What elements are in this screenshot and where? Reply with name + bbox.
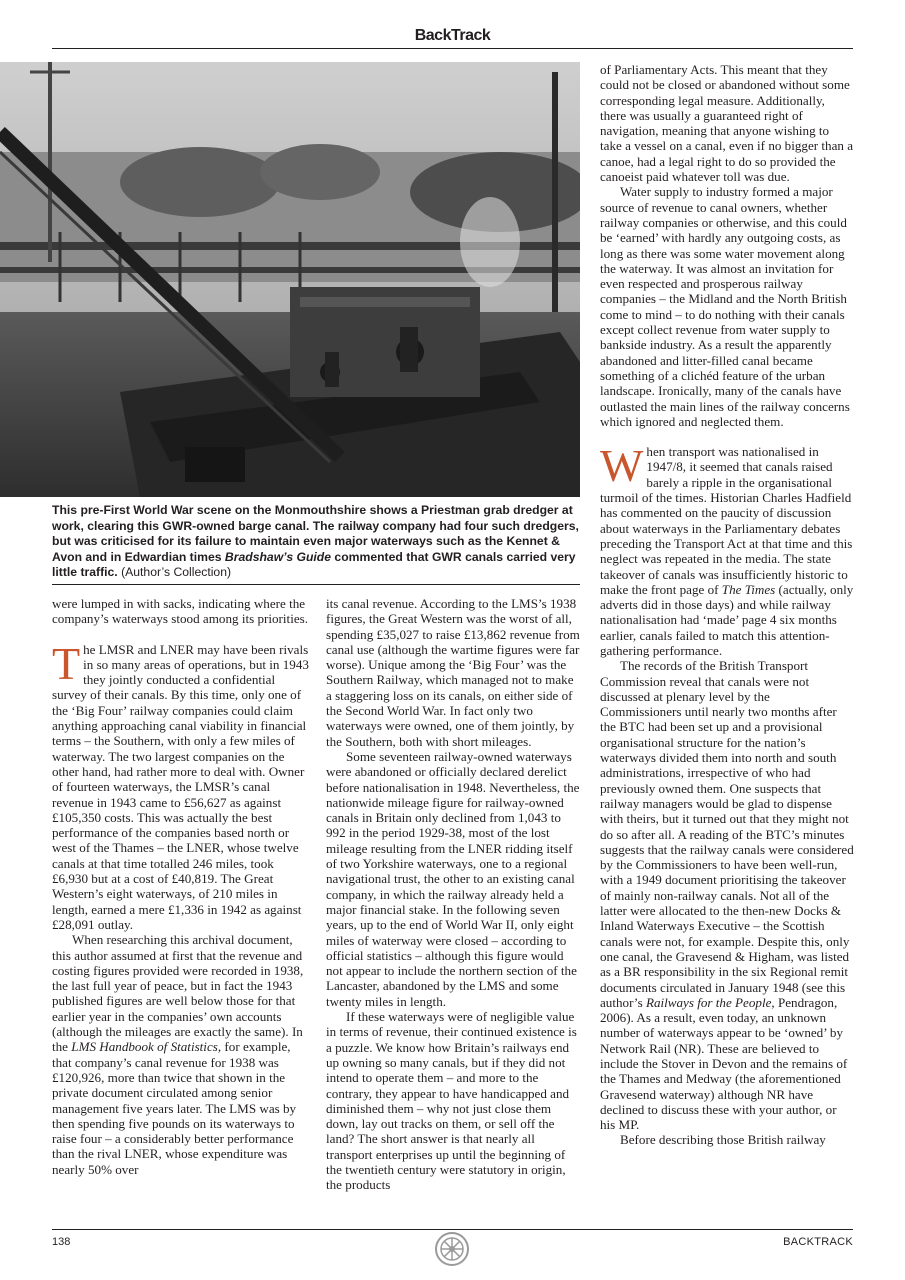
paragraph [600, 658, 854, 1132]
paragraph: If these waterways were of negligible value in terms of revenue, their continued existence is a puzzle. We know how Britain’s railways end up owning so many canals, but if they did not intend to operate them – and more to the contrary, they appear to have handicapped and diminished them – why not just close them down, lay out tracks on them, or sell off the land? The short answer is that nearly all transport enterprises up until the beginning of the twentieth century were statutory in origin, the products [326, 1009, 577, 1193]
paragraph: Water supply to industry formed a major source of revenue to canal owners, whether railway companies or otherwise, and this could be ‘earned’ with hardly any outgoing costs, as long as there was some water movement along the waterway. It was almost an invitation for even respected and prosperous railway companies – the Midland and the North British come to mind – to do nothing with their canals except collect revenue from water supply to bankside industry. As a result the apparently abandoned and litter-filled canal became something of a clichéd feature of the urban landscape. Ironically, many of the canals have outlasted the main lines of the railway concerns which ignored and neglected them. [600, 184, 850, 429]
caption-credit: (Author’s Collection) [117, 565, 232, 580]
italic-title: Railways for the People, [645, 994, 775, 1010]
photo-caption [52, 503, 580, 581]
caption-italic-title: Bradshaw’s Guide [224, 549, 332, 564]
page-number: 138 [52, 1236, 71, 1248]
caption-divider [52, 584, 580, 585]
wheel-logo-icon [434, 1231, 470, 1267]
article-column-3 [600, 62, 854, 1148]
footer-divider [52, 1229, 853, 1230]
paragraph-text: he LMSR and LNER may have been rivals in so many areas of operations, but in 1943 they jointly conducted a confidential survey of their canals. By this time, only one of the ‘Big Four’ railway companies could claim anything approaching canal viability in financial terms – the Southern, with only a few miles of waterway. The two largest companies on the other hand, had rather more to deal with. Owner of fourteen waterways, the LMSR’s canal revenue in 1943 came to £56,627 as against £105,350 costs. This was actually the best performance of the companies based north or west of the Thames – the LNER, whose twelve canals at that time totalled 246 miles, took £6,930 but at a cost of £40,819. The Great Western’s eight waterways, of 210 miles in length, earned a mere £1,336 in 1942 as against £28,091 outlay. [52, 641, 309, 932]
magazine-name: BACKTRACK [783, 1236, 853, 1248]
paragraph [52, 932, 310, 1177]
paragraph [600, 440, 854, 658]
page-header [52, 26, 853, 49]
dredger-photo-illustration [0, 62, 580, 497]
paragraph: of Parliamentary Acts. This meant that they could not be closed or abandoned without some corresponding legal measure. Additionally, there was usually a guaranteed right of navigation, meaning that anyone wishing to take a vessel on a canal, even if no bigger than a canoe, had a legal right to do so provided the canoeist paid whatever toll was due. [600, 62, 854, 185]
archival-photo [0, 62, 580, 497]
paragraph-text: Pendragon, 2006). As a result, even today, an unknown number of waterways appear to be ‘owned’ by Network Rail (NR). These are believed to include the Stover in Devon and the remains of the Thames and Medway (the aforementioned Gravesend waterway) although NR have declined to discuss these with your author, or his MP. [600, 994, 848, 1133]
article-column-2 [326, 596, 582, 1193]
paragraph: Before describing those British railway [620, 1132, 826, 1148]
caption-text: This pre-First World War scene on the Monmouthshire shows a Priestman grab dredger at work, clearing this GWR-owned barge canal. The railway company had four such dredgers, but was criticised for its failure to maintain even major waterways such as the Kennet & Avon and in Edwardian times [52, 503, 579, 564]
paragraph: its canal revenue. According to the LMS’s 1938 figures, the Great Western was the worst of all, spending £35,027 to raise £13,862 revenue from canal use (although the wartime figures were far worse). Unique among the ‘Big Four’ was the Southern Railway, which managed not to make a staggering loss on its canals, on either side of the Second World War. In fact only two waterways were owned, one of them jointly, by the Southern, both with short mileages. [326, 596, 580, 749]
drop-cap: T [52, 637, 81, 689]
paragraph-text: hen transport was nationalised in 1947/8, it seemed that canals raised barely a ripple in the organisational turmoil of the times. Historian Charles Hadfield has commented on the paucity of discussion about waterways in the Parliamentary debates preceding the Transport Act at that time and this neglect was repeated in the media. The state takeover of canals was insufficiently historic to make the front page of [600, 444, 853, 597]
paragraph: Some seventeen railway-owned waterways were abandoned or officially declared derelict before nationalisation in 1948. Nevertheless, the nationwide mileage figure for railway-owned canals in Britain only declined from 1,043 to 992 in the period 1929-38, most of the lost mileage resulting from the LNER ridding itself of two Yorkshire waterways, one to a regional navigational trust, the other to an existing canal company, in which the railway already held a major financial stake. In the following seven years, up to the end of World War II, only eight miles of waterway were closed – according to official statistics – although this figure would not appear to include the northern section of the Lancaster, abandoned by the LMS and some twenty miles in length. [326, 748, 580, 1009]
article-column-1 [52, 596, 310, 1177]
paragraph: were lumped in with sacks, indicating where the company’s waterways stood among its priorities. [52, 596, 309, 627]
paragraph [52, 637, 310, 933]
drop-cap: W [600, 440, 644, 492]
masthead-logo: BackTrack [414, 27, 491, 44]
paragraph-text: The records of the British Transport Commission reveal that canals were not discussed at plenary level by the Commissioners until nearly two months after the BTC had been set up and a provisional organisational structure for the nation’s waterways divided them into north and south administrations, irrespective of who had previously owned them. One suspects that railway managers would be glad to dispense with theirs, but it turned out that they might not do so after all. A reading of the BTC’s minutes suggests that the railway canals were considered by the Commissioners to have been well-run, with a 1949 document prioritising the takeover of mainly non-railway canals. Not all of the latter were allocated to the then-new Docks & Inland Waterways Executive – the Scottish canals were not, for example. Despite this, only one canal, the Gravesend & Higham, was listed as a BR responsibility in the six Regional remit documents circulated in January 1948 (see this author’s [600, 658, 854, 1010]
paragraph-text: (actually, only adverts did in those days) and while railway nationalisation had ‘made’ page 4 six months earlier, canals failed to match this attention-gathering performance. [600, 581, 854, 658]
italic-title: LMS Handbook of Statistics, [71, 1039, 222, 1055]
paragraph-text: for example, that company’s canal revenue for 1938 was £120,926, more than twice that shown in the private document circulated among senior management five years later. The LMS was by then spending five pounds on its waterways to raise four – a considerably better performance than the rival LNER, whose expenditure was nearly 50% over [52, 1039, 297, 1177]
caption-text-end: commented that GWR canals carried very little traffic. [52, 549, 576, 580]
paragraph-text: When researching this archival document, this author assumed at first that the revenue and costing figures provided were recorded in 1938, the last full year of peace, but in fact the 1943 published figures are well below those for that earlier year in the companies’ own accounts (although the mileages are exactly the same). In the [52, 932, 304, 1055]
italic-title: The Times [721, 581, 776, 597]
